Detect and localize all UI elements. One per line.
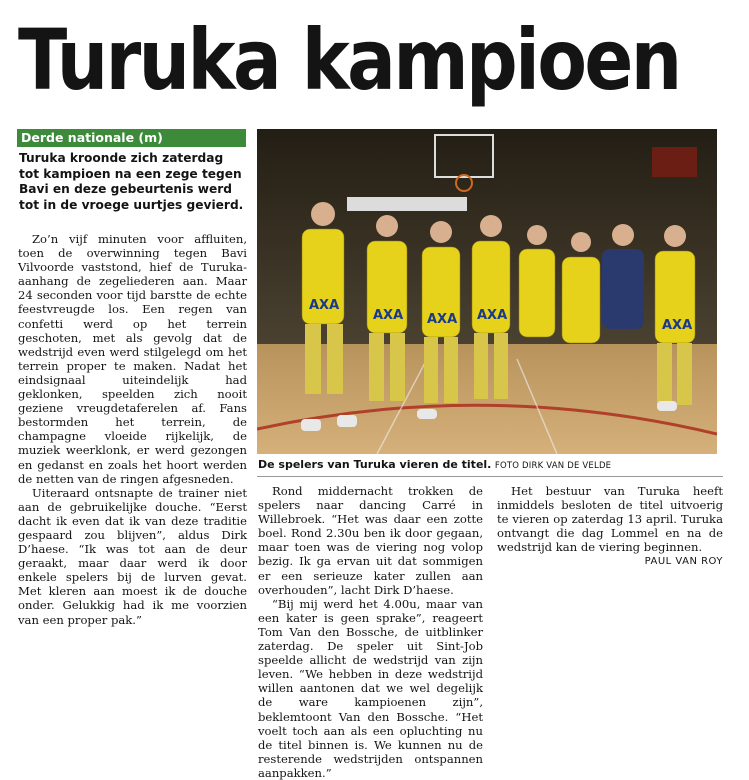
paragraph-4: “Bij mij werd het 4.00u, maar van een kater is geen sprake”, reageert Tom Van den Bossche, de uitblinker zaterdag. De speler uit Sint-Job speelde allicht de wedstrijd van zijn leven. “We hebben in deze wedstrijd willen aantonen dat we wel degelijk de ware kampioenen zijn”, beklemtoont Van den Bossche. “Het voelt toch aan als een opluchting nu de titel binnen is. We kunnen nu de resterende wedstrijden ontspannen aanpakken.” bbox=[258, 596, 483, 780]
caption-divider bbox=[257, 476, 723, 477]
photo-caption bbox=[258, 457, 723, 474]
caption-text: De spelers van Turuka vieren de titel. bbox=[258, 458, 492, 471]
paragraph-2: Uiteraard ontsnapte de trainer niet aan de gebruikelijke douche. “Eerst dacht ik even dat ik van deze traditie gespaard zou blijven”, aldus Dirk D’haese. “Ik was tot aan de deur geraakt, maar daar werd ik door enkele spelers bij de lurven gevat. Met kleren aan moest ik de douche onder. Gelukkig had ik me voorzien van een proper pak.” bbox=[18, 485, 247, 627]
jersey-label: AXA bbox=[309, 298, 340, 313]
jersey-label: AXA bbox=[477, 308, 508, 323]
article-column-1 bbox=[18, 232, 247, 722]
photo-credit: FOTO DIRK VAN DE VELDE bbox=[494, 461, 612, 471]
article-column-3 bbox=[497, 484, 723, 570]
team-photo bbox=[257, 129, 717, 454]
jersey-label: AXA bbox=[427, 312, 458, 327]
article-lead: Turuka kroonde zich zaterdag tot kampioen na een zege tegen Bavi en deze gebeurtenis werd tot in de vroege uurtjes gevierd. bbox=[19, 151, 244, 212]
paragraph-3: Rond middernacht trokken de spelers naar dancing Carré in Willebroek. “Het was daar een zotte boel. Rond 2.30u ben ik door gegaan, maar toen was de viering nog volop bezig. Ik ga ervan uit dat sommigen er een serieuze kater zullen aan overhouden”, lacht Dirk D’haese. bbox=[258, 484, 483, 597]
scoreboard bbox=[652, 147, 697, 177]
byline: PAUL VAN ROY bbox=[644, 556, 723, 568]
section-label: Derde nationale (m) bbox=[17, 129, 246, 147]
jersey-label: AXA bbox=[662, 318, 693, 333]
paragraph-1: Zo’n vijf minuten voor affluiten, toen de overwinning tegen Bavi Vilvoorde vaststond, hief de Turuka-aanhang de zegeliederen aan. Maar 24 seconden voor tijd barstte de echte feestvreugde los. Een regen van confetti werd op het terrein geschoten, met als gevolg dat de wedstrijd even werd stilgelegd om het terrein proper te maken. Nadat het eindsignaal uiteindelijk had geklonken, speelden zich nooit geziene vreugdetaferelen af. Fans bestormden het terrein, de champagne vloeide rijkelijk, de muziek weerklonk, er werd gezongen en gedanst en zoals het hoort werden de netten van de ringen afgesneden. bbox=[18, 232, 247, 486]
article-column-2 bbox=[258, 484, 483, 780]
team-photo-illustration bbox=[257, 129, 717, 454]
banner bbox=[347, 197, 467, 211]
paragraph-5: Het bestuur van Turuka heeft inmiddels besloten de titel uitvoerig te vieren op zaterdag 13 april. Turuka ontvangt die dag Lommel en na de wedstrijd kan de viering beginnen. bbox=[497, 484, 723, 555]
jersey-label: AXA bbox=[373, 308, 404, 323]
headline: Turuka kampioen bbox=[18, 11, 680, 109]
